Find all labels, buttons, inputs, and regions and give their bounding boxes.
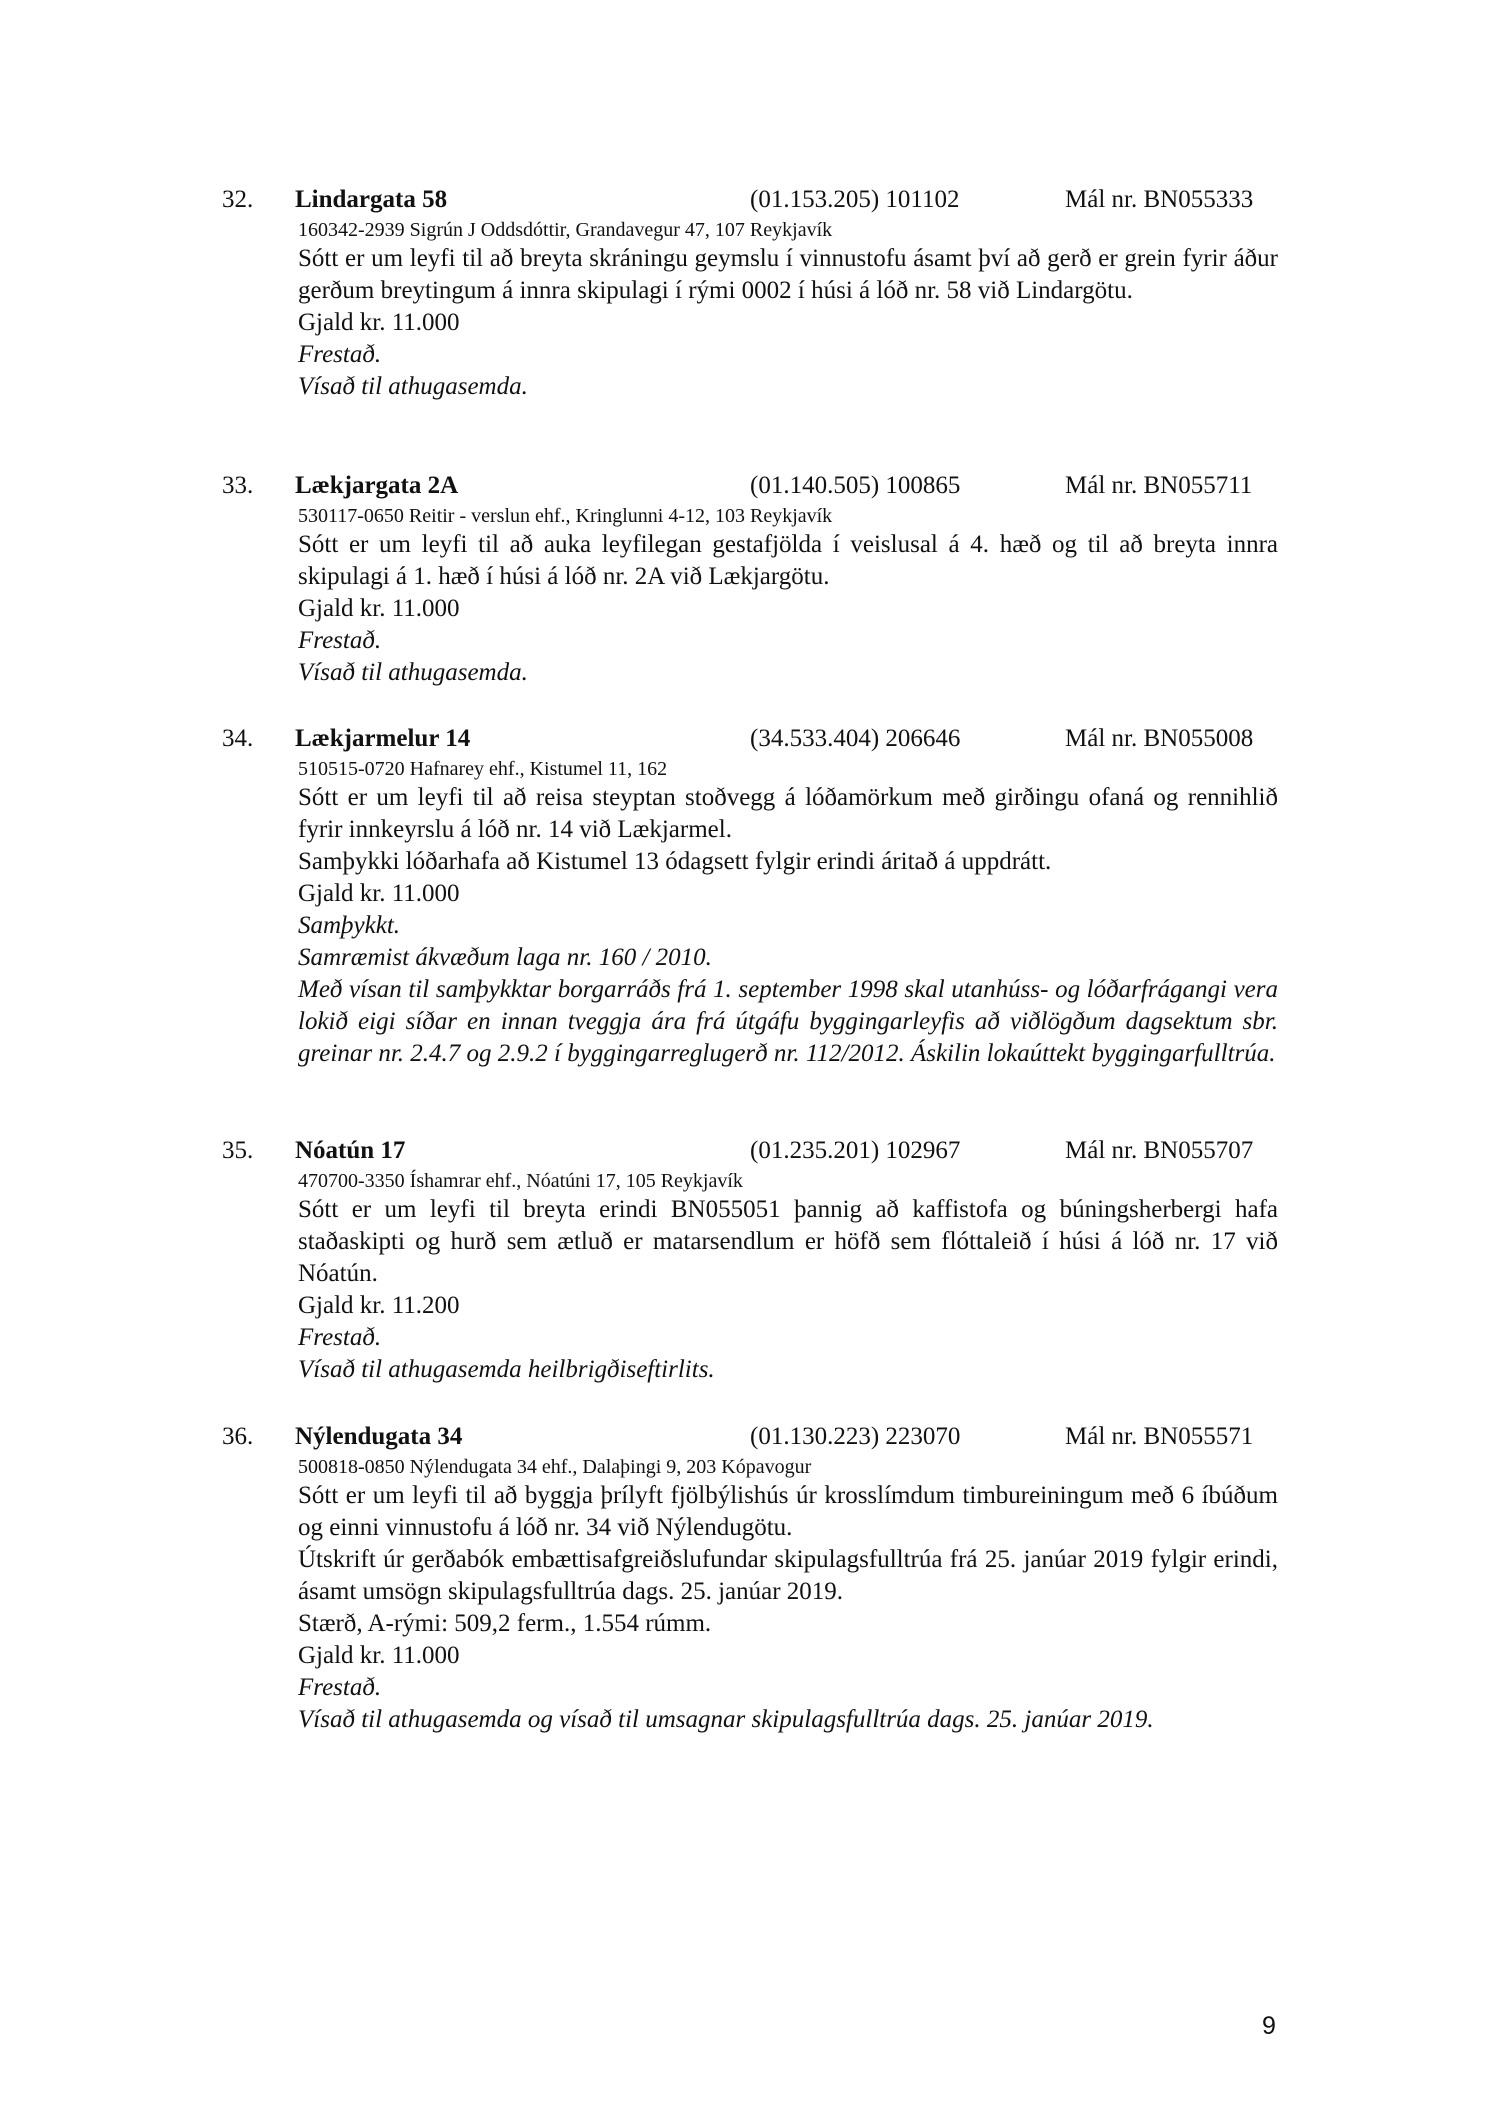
entry-header xyxy=(222,722,1282,756)
entry-text: Sótt er um leyfi til að breyta skráningu geymslu í vinnustofu ásamt því að gerð er grein fyrir áður gerðum breytingum á innra skipulagi í rými 0002 í húsi á lóð nr. 58 við Lindargötu. xyxy=(298,245,1278,304)
entry-applicant: 510515-0720 Hafnarey ehf., Kistumel 11, 162 xyxy=(298,758,668,780)
case-entry xyxy=(222,1134,1282,1386)
entry-fee: Gjald kr. 11.000 xyxy=(298,309,460,336)
entry-land-number: (01.140.505) 100865 xyxy=(750,472,961,499)
entry-text: Sótt er um leyfi til að byggja þrílyft fjölbýlishús úr krosslímdum timbureiningum með 6 íbúðum og einni vinnustofu á lóð nr. 34 við Nýlendugötu. xyxy=(298,1482,1278,1541)
page-number: 9 xyxy=(1262,2012,1276,2040)
entry-address: Lindargata 58 xyxy=(295,186,448,213)
entry-address: Nóatún 17 xyxy=(295,1137,406,1164)
entry-header xyxy=(222,183,1282,217)
entry-note: Vísað til athugasemda heilbrigðiseftirlits. xyxy=(298,1356,715,1383)
entry-land-number: (34.533.404) 206646 xyxy=(750,725,961,752)
entry-header xyxy=(222,1134,1282,1168)
entry-decision: Frestað. xyxy=(298,627,382,654)
entry-decision: Samþykkt. xyxy=(298,912,401,939)
entry-note: Vísað til athugasemda. xyxy=(298,659,528,686)
entry-case-number: Mál nr. BN055333 xyxy=(1065,186,1254,213)
entry-text: Sótt er um leyfi til að auka leyfilegan gestafjölda í veislusal á 4. hæð og til að breyta innra skipulagi á 1. hæð í húsi á lóð nr. 2A við Lækjargötu. xyxy=(298,531,1278,590)
entry-case-number: Mál nr. BN055711 xyxy=(1065,472,1253,499)
entry-land-number: (01.130.223) 223070 xyxy=(750,1423,961,1450)
entry-header xyxy=(222,1420,1282,1454)
case-entry xyxy=(222,183,1282,403)
entry-fee: Gjald kr. 11.000 xyxy=(298,1642,460,1669)
entry-fee: Gjald kr. 11.200 xyxy=(298,1292,460,1319)
case-entry xyxy=(222,1420,1282,1736)
entry-land-number: (01.153.205) 101102 xyxy=(750,186,960,213)
entry-fee: Gjald kr. 11.000 xyxy=(298,880,460,907)
entry-decision: Frestað. xyxy=(298,341,382,368)
entry-land-number: (01.235.201) 102967 xyxy=(750,1137,961,1164)
entry-address: Nýlendugata 34 xyxy=(295,1423,463,1450)
entry-header xyxy=(222,469,1282,503)
entry-decision: Frestað. xyxy=(298,1324,382,1351)
entry-address: Lækjarmelur 14 xyxy=(295,725,471,752)
entry-text: Sótt er um leyfi til breyta erindi BN055051 þannig að kaffistofa og búningsherbergi hafa staðaskipti og hurð sem ætluð er matarsendlum er höfð sem flóttaleið í húsi á lóð nr. 17 við Nóatún. xyxy=(298,1196,1278,1287)
entry-number: 32. xyxy=(222,186,254,213)
entry-size: Stærð, A-rými: 509,2 ferm., 1.554 rúmm. xyxy=(298,1610,712,1637)
entry-number: 36. xyxy=(222,1423,254,1450)
entry-decision: Frestað. xyxy=(298,1674,382,1701)
entry-consent: Samþykki lóðarhafa að Kistumel 13 ódagsett fylgir erindi áritað á uppdrátt. xyxy=(298,848,1052,875)
entry-number: 34. xyxy=(222,725,254,752)
entry-note: Samræmist ákvæðum laga nr. 160 / 2010. xyxy=(298,944,712,971)
entry-applicant: 160342-2939 Sigrún J Oddsdóttir, Grandavegur 47, 107 Reykjavík xyxy=(298,219,833,241)
case-entry xyxy=(222,722,1282,1070)
entry-number: 33. xyxy=(222,472,254,499)
entry-fee: Gjald kr. 11.000 xyxy=(298,595,460,622)
entry-number: 35. xyxy=(222,1137,254,1164)
entry-note: Með vísan til samþykktar borgarráðs frá 1. september 1998 skal utanhúss- og lóðarfrágangi vera lokið eigi síðar en innan tveggja ára frá útgáfu byggingarleyfis að viðlögðum dagsektum sbr. greinar nr. 2.4.7 og 2.9.2 í byggingarreglugerð nr. 112/2012. Áskilin lokaúttekt byggingarfulltrúa. xyxy=(298,976,1278,1067)
entry-note: Vísað til athugasemda. xyxy=(298,373,528,400)
entry-applicant: 470700-3350 Íshamrar ehf., Nóatúni 17, 105 Reykjavík xyxy=(298,1170,743,1192)
entry-address: Lækjargata 2A xyxy=(295,472,459,499)
entry-case-number: Mál nr. BN055008 xyxy=(1065,725,1254,752)
entry-applicant: 530117-0650 Reitir - verslun ehf., Kringlunni 4-12, 103 Reykjavík xyxy=(298,505,833,527)
entry-case-number: Mál nr. BN055571 xyxy=(1065,1423,1254,1450)
case-entry xyxy=(222,469,1282,689)
entry-text: Sótt er um leyfi til að reisa steyptan stoðvegg á lóðamörkum með girðingu ofaná og rennihlið fyrir innkeyrslu á lóð nr. 14 við Lækjarmel. xyxy=(298,784,1278,843)
entry-text: Útskrift úr gerðabók embættisafgreiðslufundar skipulagsfulltrúa frá 25. janúar 2019 fylgir erindi, ásamt umsögn skipulagsfulltrúa dags. 25. janúar 2019. xyxy=(298,1546,1278,1605)
entry-case-number: Mál nr. BN055707 xyxy=(1065,1137,1254,1164)
entry-note: Vísað til athugasemda og vísað til umsagnar skipulagsfulltrúa dags. 25. janúar 2019. xyxy=(298,1706,1154,1733)
entry-applicant: 500818-0850 Nýlendugata 34 ehf., Dalaþingi 9, 203 Kópavogur xyxy=(298,1456,812,1478)
